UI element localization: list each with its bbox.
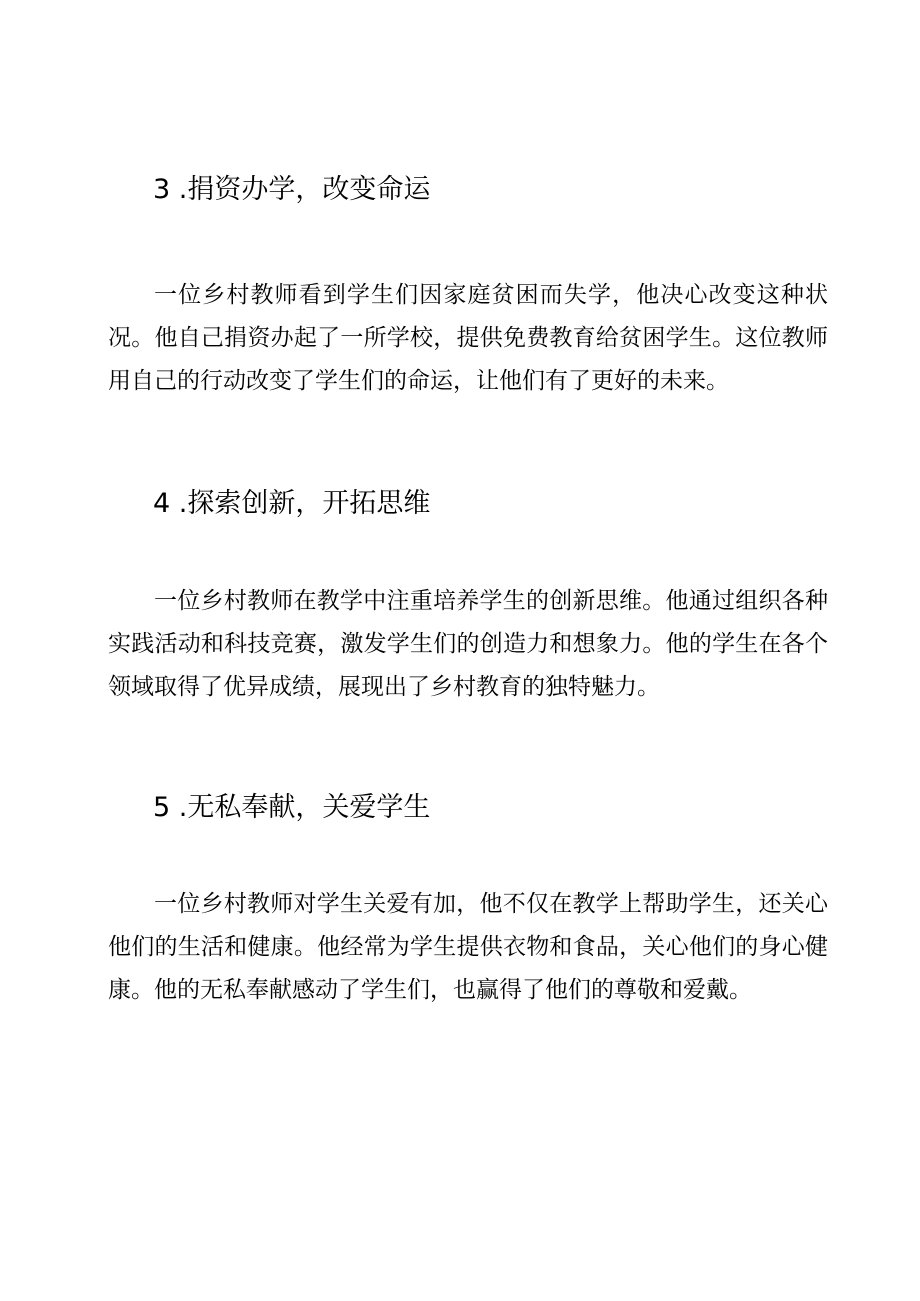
section-paragraph-5: 一位乡村教师对学生关爱有加，他不仅在教学上帮助学生，还关心他们的生活和健康。他经常为学生提供衣物和食品，关心他们的身心健康。他的无私奉献感动了学生们，也赢得了他们的尊敬和爱戴。 <box>108 891 828 1003</box>
section-heading-4: 4 .探索创新，开拓思维 <box>153 488 431 519</box>
section-heading-5: 5 .无私奉献，关爱学生 <box>153 792 431 823</box>
section-paragraph-4: 一位乡村教师在教学中注重培养学生的创新思维。他通过组织各种实践活动和科技竞赛，激发学生们的创造力和想象力。他的学生在各个领域取得了优异成绩，展现出了乡村教育的独特魅力。 <box>108 588 828 700</box>
section-heading-3: 3 .捐资办学，改变命运 <box>153 174 431 205</box>
section-paragraph-3: 一位乡村教师看到学生们因家庭贫困而失学，他决心改变这种状况。他自己捐资办起了一所学校，提供免费教育给贫困学生。这位教师用自己的行动改变了学生们的命运，让他们有了更好的未来。 <box>108 282 828 394</box>
